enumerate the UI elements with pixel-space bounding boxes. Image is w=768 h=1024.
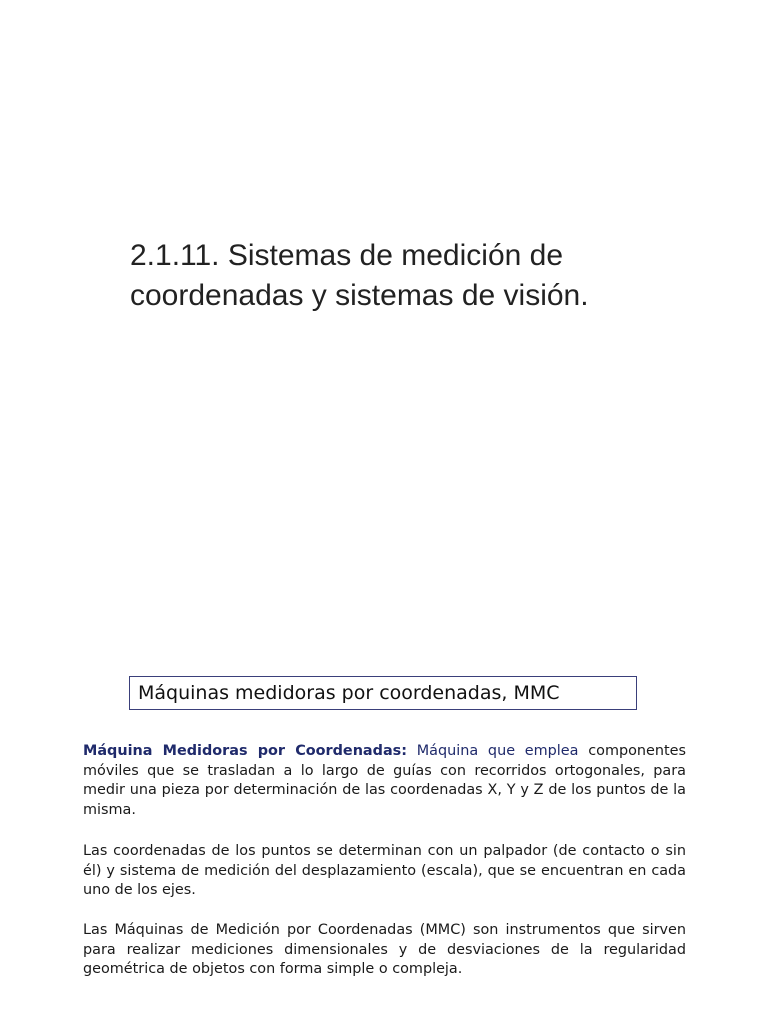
definition-paragraph bbox=[83, 742, 686, 820]
coordinates-paragraph: Las coordenadas de los puntos se determinan con un palpador (de contacto o sin él) y sistema de medición del desplazamiento (escala), que se encuentran en cada uno de los ejes. bbox=[83, 843, 686, 898]
boxed-subheading: Máquinas medidoras por coordenadas, MMC bbox=[129, 676, 637, 710]
mmc-paragraph: Las Máquinas de Medición por Coordenadas (MMC) son instrumentos que sirven para realizar mediciones dimensionales y de desviaciones de la regularidad geométrica de objetos con forma simple o compleja. bbox=[83, 922, 686, 977]
definition-lead: Máquina que emplea bbox=[416, 743, 579, 759]
section-title: 2.1.11. Sistemas de medición de coordenadas y sistemas de visión. bbox=[130, 239, 589, 312]
definition-text: componentes móviles que se trasladan a lo largo de guías con recorridos ortogonales, para medir una pieza por determinación de las coordenadas X, Y y Z de los puntos de la misma. bbox=[83, 743, 687, 818]
defined-term: Máquina Medidoras por Coordenadas: bbox=[83, 743, 407, 759]
